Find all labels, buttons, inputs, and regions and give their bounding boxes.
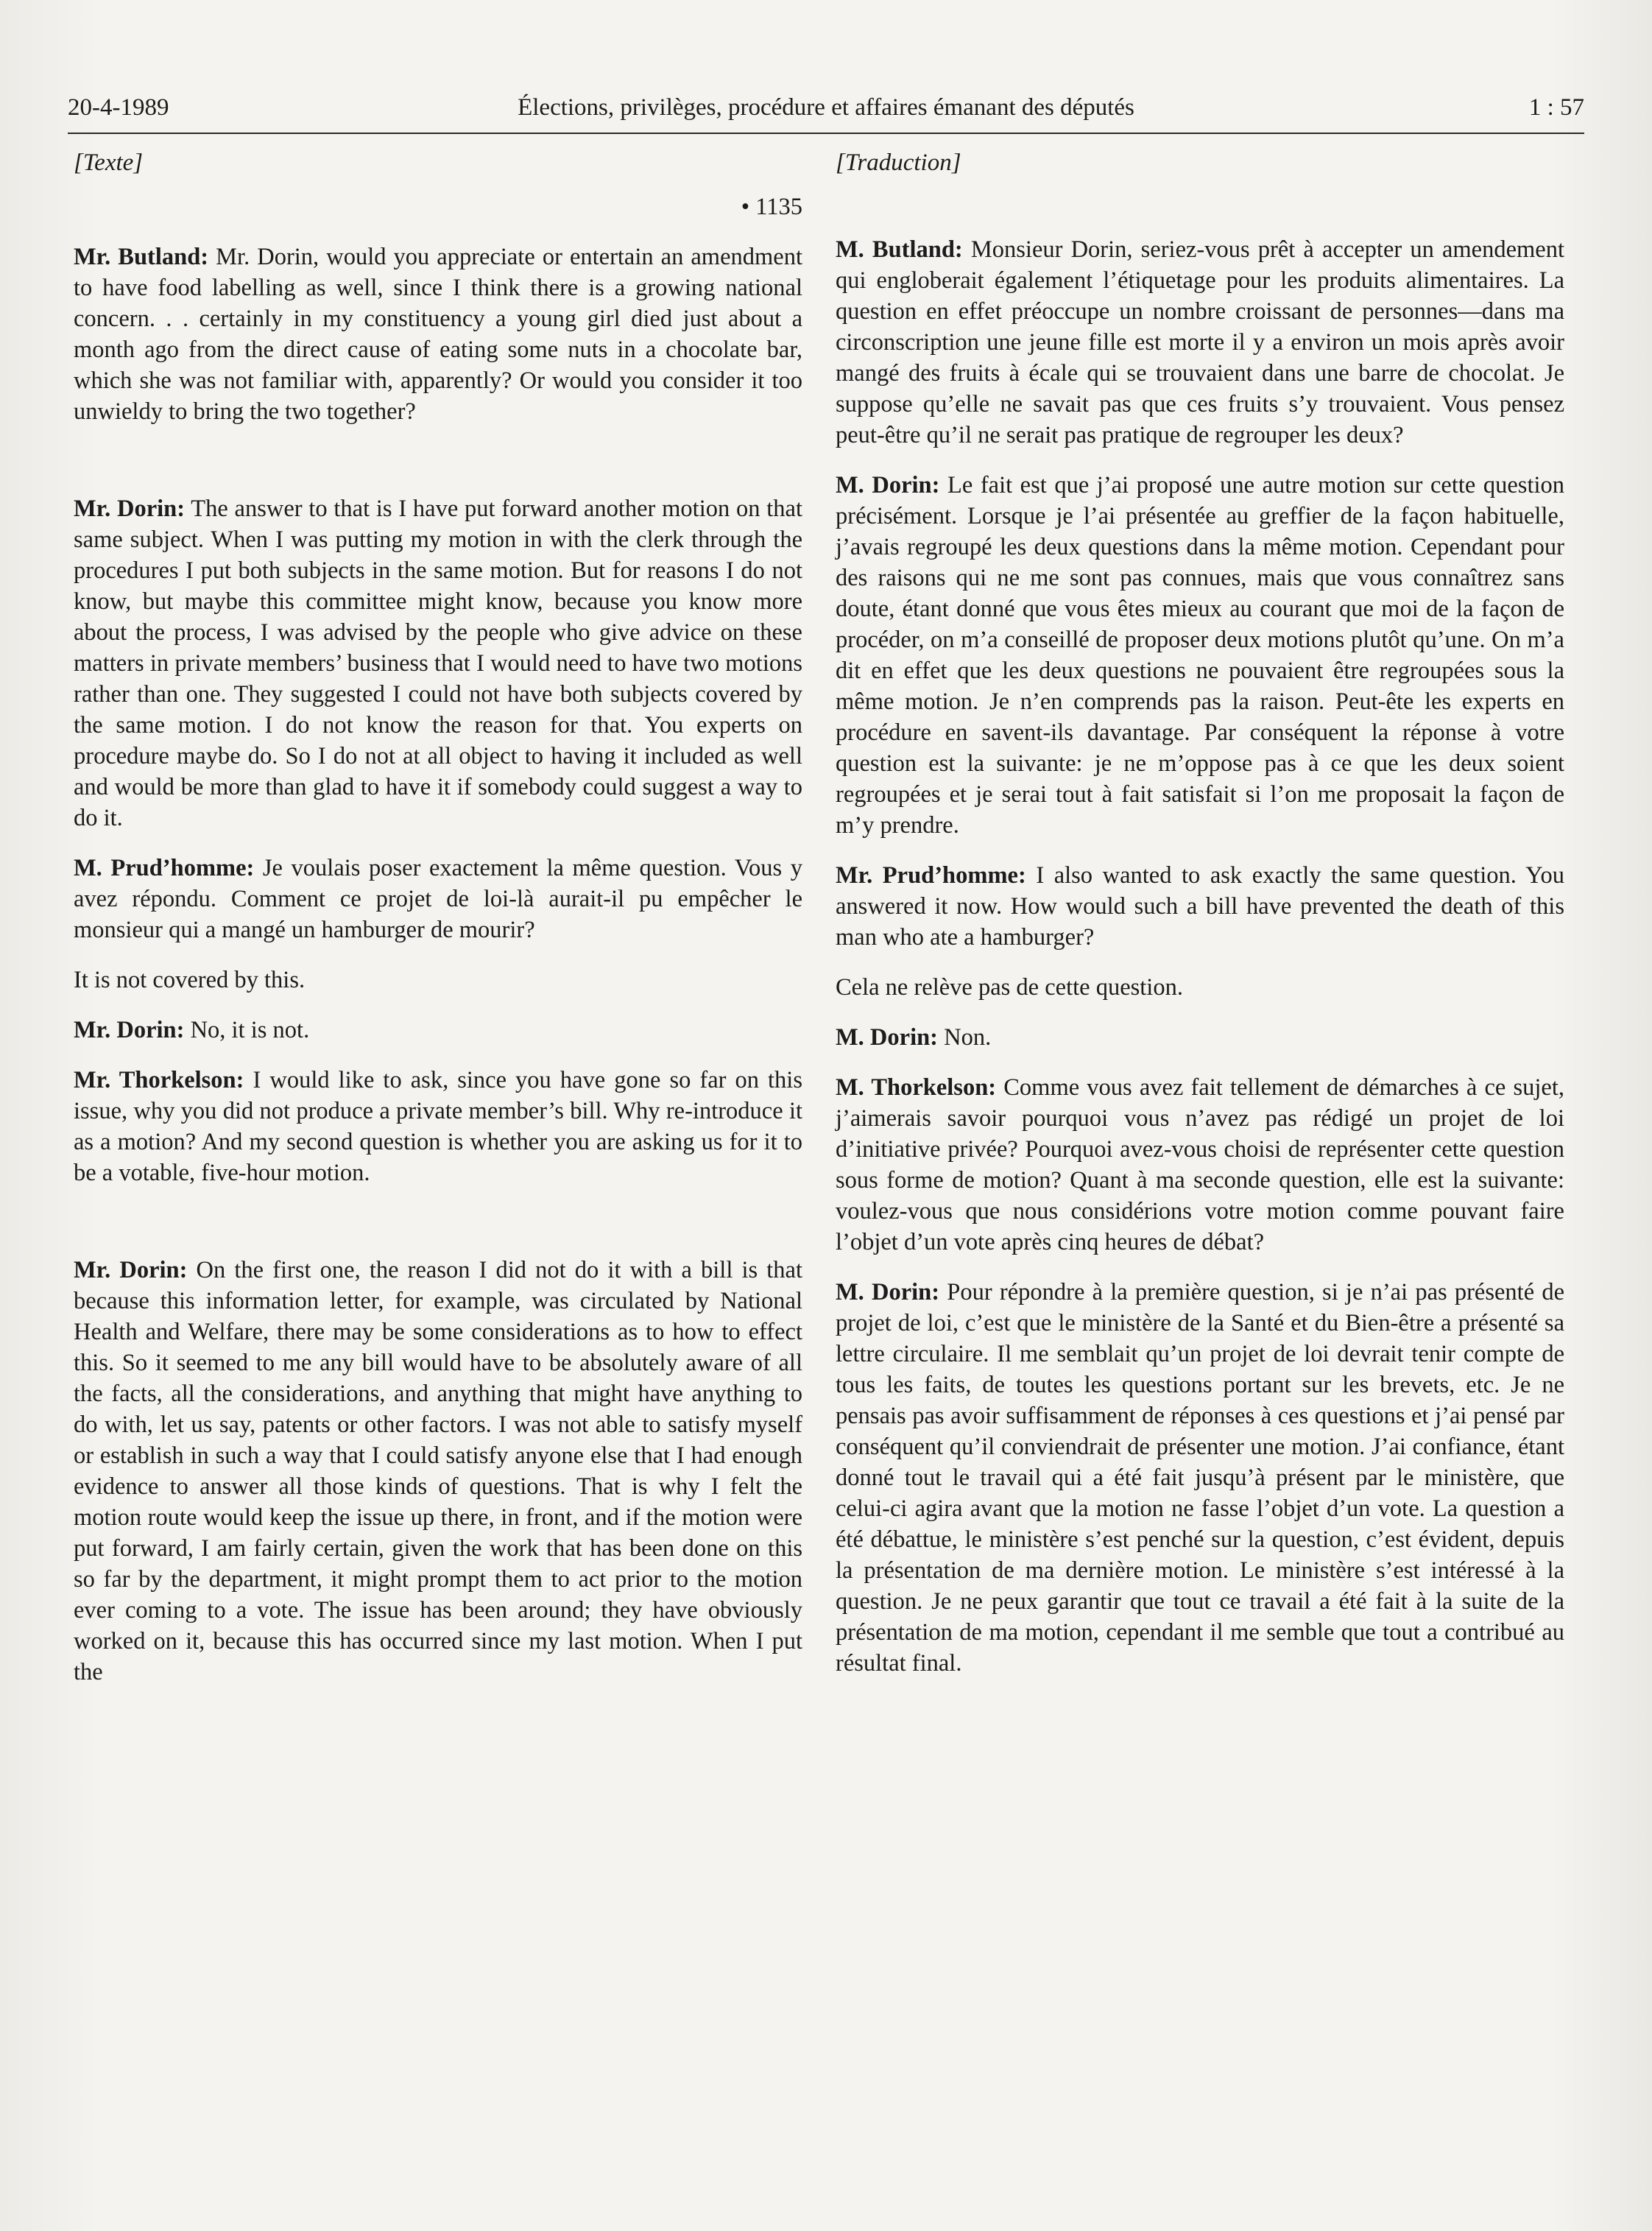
paragraph (836, 860, 1564, 953)
paragraph (74, 242, 802, 427)
paragraph (74, 1015, 802, 1046)
paragraph-text: The answer to that is I have put forward another motion on that same subject. When I was putting my motion in with the clerk through the procedures I put both subjects in the same motion. But for reasons I do not know, but maybe this committee might know, because you know more about the process, I was advised by the people who give advice on these matters in private members’ business that I would need to have two motions rather than one. They suggested I could not have both subjects covered by the same motion. I do not know the reason for that. You experts on procedure maybe do. So I do not at all object to having it included as well and would be more than glad to have it if somebody could suggest a way to do it. (74, 496, 802, 831)
paragraph (836, 1022, 1564, 1053)
paragraph (74, 1255, 802, 1688)
speaker-name: M. Prud’homme: (74, 855, 255, 881)
speaker-name: Mr. Dorin: (74, 496, 186, 522)
page-header (68, 88, 1584, 134)
speaker-name: M. Butland: (836, 236, 963, 263)
paragraph-text: Mr. Dorin, would you appreciate or entertain an amendment to have food labelling as well, since I think there is a growing national concern. . . certainly in my constituency a young girl died just about a month ago from the direct cause of eating some nuts in a chocolate bar, which she was not familiar with, apparently? Or would you consider it too unwieldy to bring the two together? (74, 244, 802, 425)
paragraph (74, 493, 802, 833)
speaker-name: M. Thorkelson: (836, 1074, 997, 1101)
paragraph-text: Monsieur Dorin, seriez-vous prêt à accepter un amendement qui engloberait également l’étiquetage pour les produits alimentaires. La question en effet préoccupe un nombre croissant de personnes—dans ma circonscription une jeune fille est morte il y a environ un mois après avoir mangé des fruits à écale qui se trouvaient dans une barre de chocolat. Je suppose qu’elle ne savait pas que ces fruits s’y trouvaient. Vous pensez peut-être qu’il ne serait pas pratique de regrouper les deux? (836, 236, 1564, 448)
speaker-name: Mr. Dorin: (74, 1017, 185, 1043)
paragraph (836, 1072, 1564, 1258)
page-number: 1 : 57 (1528, 94, 1584, 121)
paragraph (74, 1065, 802, 1188)
speaker-name: Mr. Dorin: (74, 1257, 188, 1283)
paragraph-text: Pour répondre à la première question, si je n’ai pas présenté de projet de loi, c’est que le ministère de la Santé et du Bien-être a présenté sa lettre circulaire. Il me semblait qu’un projet de loi devrait tenir compte de tous les faits, de toutes les questions portant sur les brevets, etc. Je ne pensais pas avoir suffisamment de réponses à ces questions et j’ai pensé par conséquent qu’il conviendrait de présenter une motion. J’ai confiance, étant donné tout le travail qui a été fait jusqu’à présent par le ministère, que celui-ci agira avant que la motion ne fasse l’objet d’un vote. La question a été débattue, le ministère s’est penché sur la question, c’est évident, depuis la présentation de ma dernière motion. Le ministère s’est intéressé à la question. Je ne peux garantir que tout ce travail a été fait à la suite de la présentation de ma motion, cependant il me semble que tout a contribué au résultat final. (836, 1279, 1565, 1677)
speaker-name: Mr. Prud’homme: (836, 862, 1026, 889)
speaker-name: Mr. Butland: (74, 244, 209, 270)
english-column (74, 147, 802, 1707)
paragraph (836, 1277, 1564, 1679)
time-stamp: • 1135 (741, 194, 802, 220)
paragraph (836, 470, 1564, 841)
french-column (836, 147, 1564, 1698)
paragraph-text: On the first one, the reason I did not do it with a bill is that because this information letter, for example, was circulated by National Health and Welfare, there may be some considerations as to how to effect this. So it seemed to me any bill would have to be absolutely aware of all the facts, all the considerations, and anything that might have anything to do with, let us say, patents or other factors. I was not able to satisfy myself or establish in such a way that I could satisfy anyone else that I had enough evidence to answer all those kinds of questions. That is why I felt the motion route would keep the issue up there, in front, and if the motion were put forward, I am fairly certain, given the work that has been done on this so far by the department, it might prompt them to act prior to the motion ever coming to a vote. The issue has been around; they have obviously worked on it, because this has occurred since my last motion. When I put the (74, 1257, 802, 1685)
paragraph-text: I also wanted to ask exactly the same question. You answered it now. How would such a bill have prevented the death of this man who ate a hamburger? (836, 862, 1564, 951)
speaker-name: M. Dorin: (836, 472, 940, 498)
paragraph (836, 972, 1564, 1003)
paragraph (836, 234, 1564, 451)
paragraph-text: Non. (938, 1024, 992, 1051)
language-tag: [Traduction] (836, 149, 961, 176)
paragraph-text: I would like to ask, since you have gone so far on this issue, why you did not produce a private member’s bill. Why re-introduce it as a motion? And my second question is whether you are asking us for it to be a votable, five-hour motion. (74, 1067, 802, 1186)
speaker-name: M. Dorin: (836, 1024, 938, 1051)
paragraph-text: Comme vous avez fait tellement de démarches à ce sujet, j’aimerais savoir pourquoi vous n’avez pas rédigé un projet de loi d’initiative privée? Pourquoi avez-vous choisi de représenter cette question sous forme de motion? Quant à ma seconde question, elle est la suivante: voulez-vous que nous considérions votre motion comme pouvant faire l’objet d’un vote après cinq heures de débat? (836, 1074, 1564, 1255)
paragraph-text: Je voulais poser exactement la même question. Vous y avez répondu. Comment ce projet de loi-là aurait-il pu empêcher le monsieur qui a mangé un hamburger de mourir? (74, 855, 802, 943)
header-title: Élections, privilèges, procédure et affaires émanant des députés (518, 94, 1134, 121)
paragraph (74, 853, 802, 945)
paragraph (74, 965, 802, 995)
language-tag: [Texte] (74, 149, 144, 176)
paragraph-text: It is not covered by this. (74, 967, 306, 993)
header-date: 20-4-1989 (68, 94, 169, 121)
speaker-name: M. Dorin: (836, 1279, 940, 1305)
speaker-name: Mr. Thorkelson: (74, 1067, 244, 1093)
paragraph-text: Cela ne relève pas de cette question. (836, 974, 1183, 1001)
spacer (836, 191, 1564, 234)
paragraph-text: No, it is not. (184, 1017, 310, 1043)
paragraph-text: Le fait est que j’ai proposé une autre motion sur cette question précisément. Lorsque je l’ai présentée au greffier de la façon habituelle, j’avais regroupé les deux questions dans la même motion. Cependant pour des raisons qui ne me sont pas connues, mais que vous connaîtrez sans doute, étant donné que vous êtes mieux au courant que moi de la façon de procéder, on m’a conseillé de proposer deux motions plutôt qu’une. On m’a dit en effet que les deux questions ne pouvaient être regroupées sous la même motion. Je n’en comprends pas la raison. Peut-ête les experts en procédure en savent-ils davantage. Par conséquent la réponse à votre question est la suivante: je ne m’oppose pas à ce que les deux soient regroupées et je serai tout à fait satisfait si l’on me proposait la façon de m’y prendre. (836, 472, 1565, 839)
